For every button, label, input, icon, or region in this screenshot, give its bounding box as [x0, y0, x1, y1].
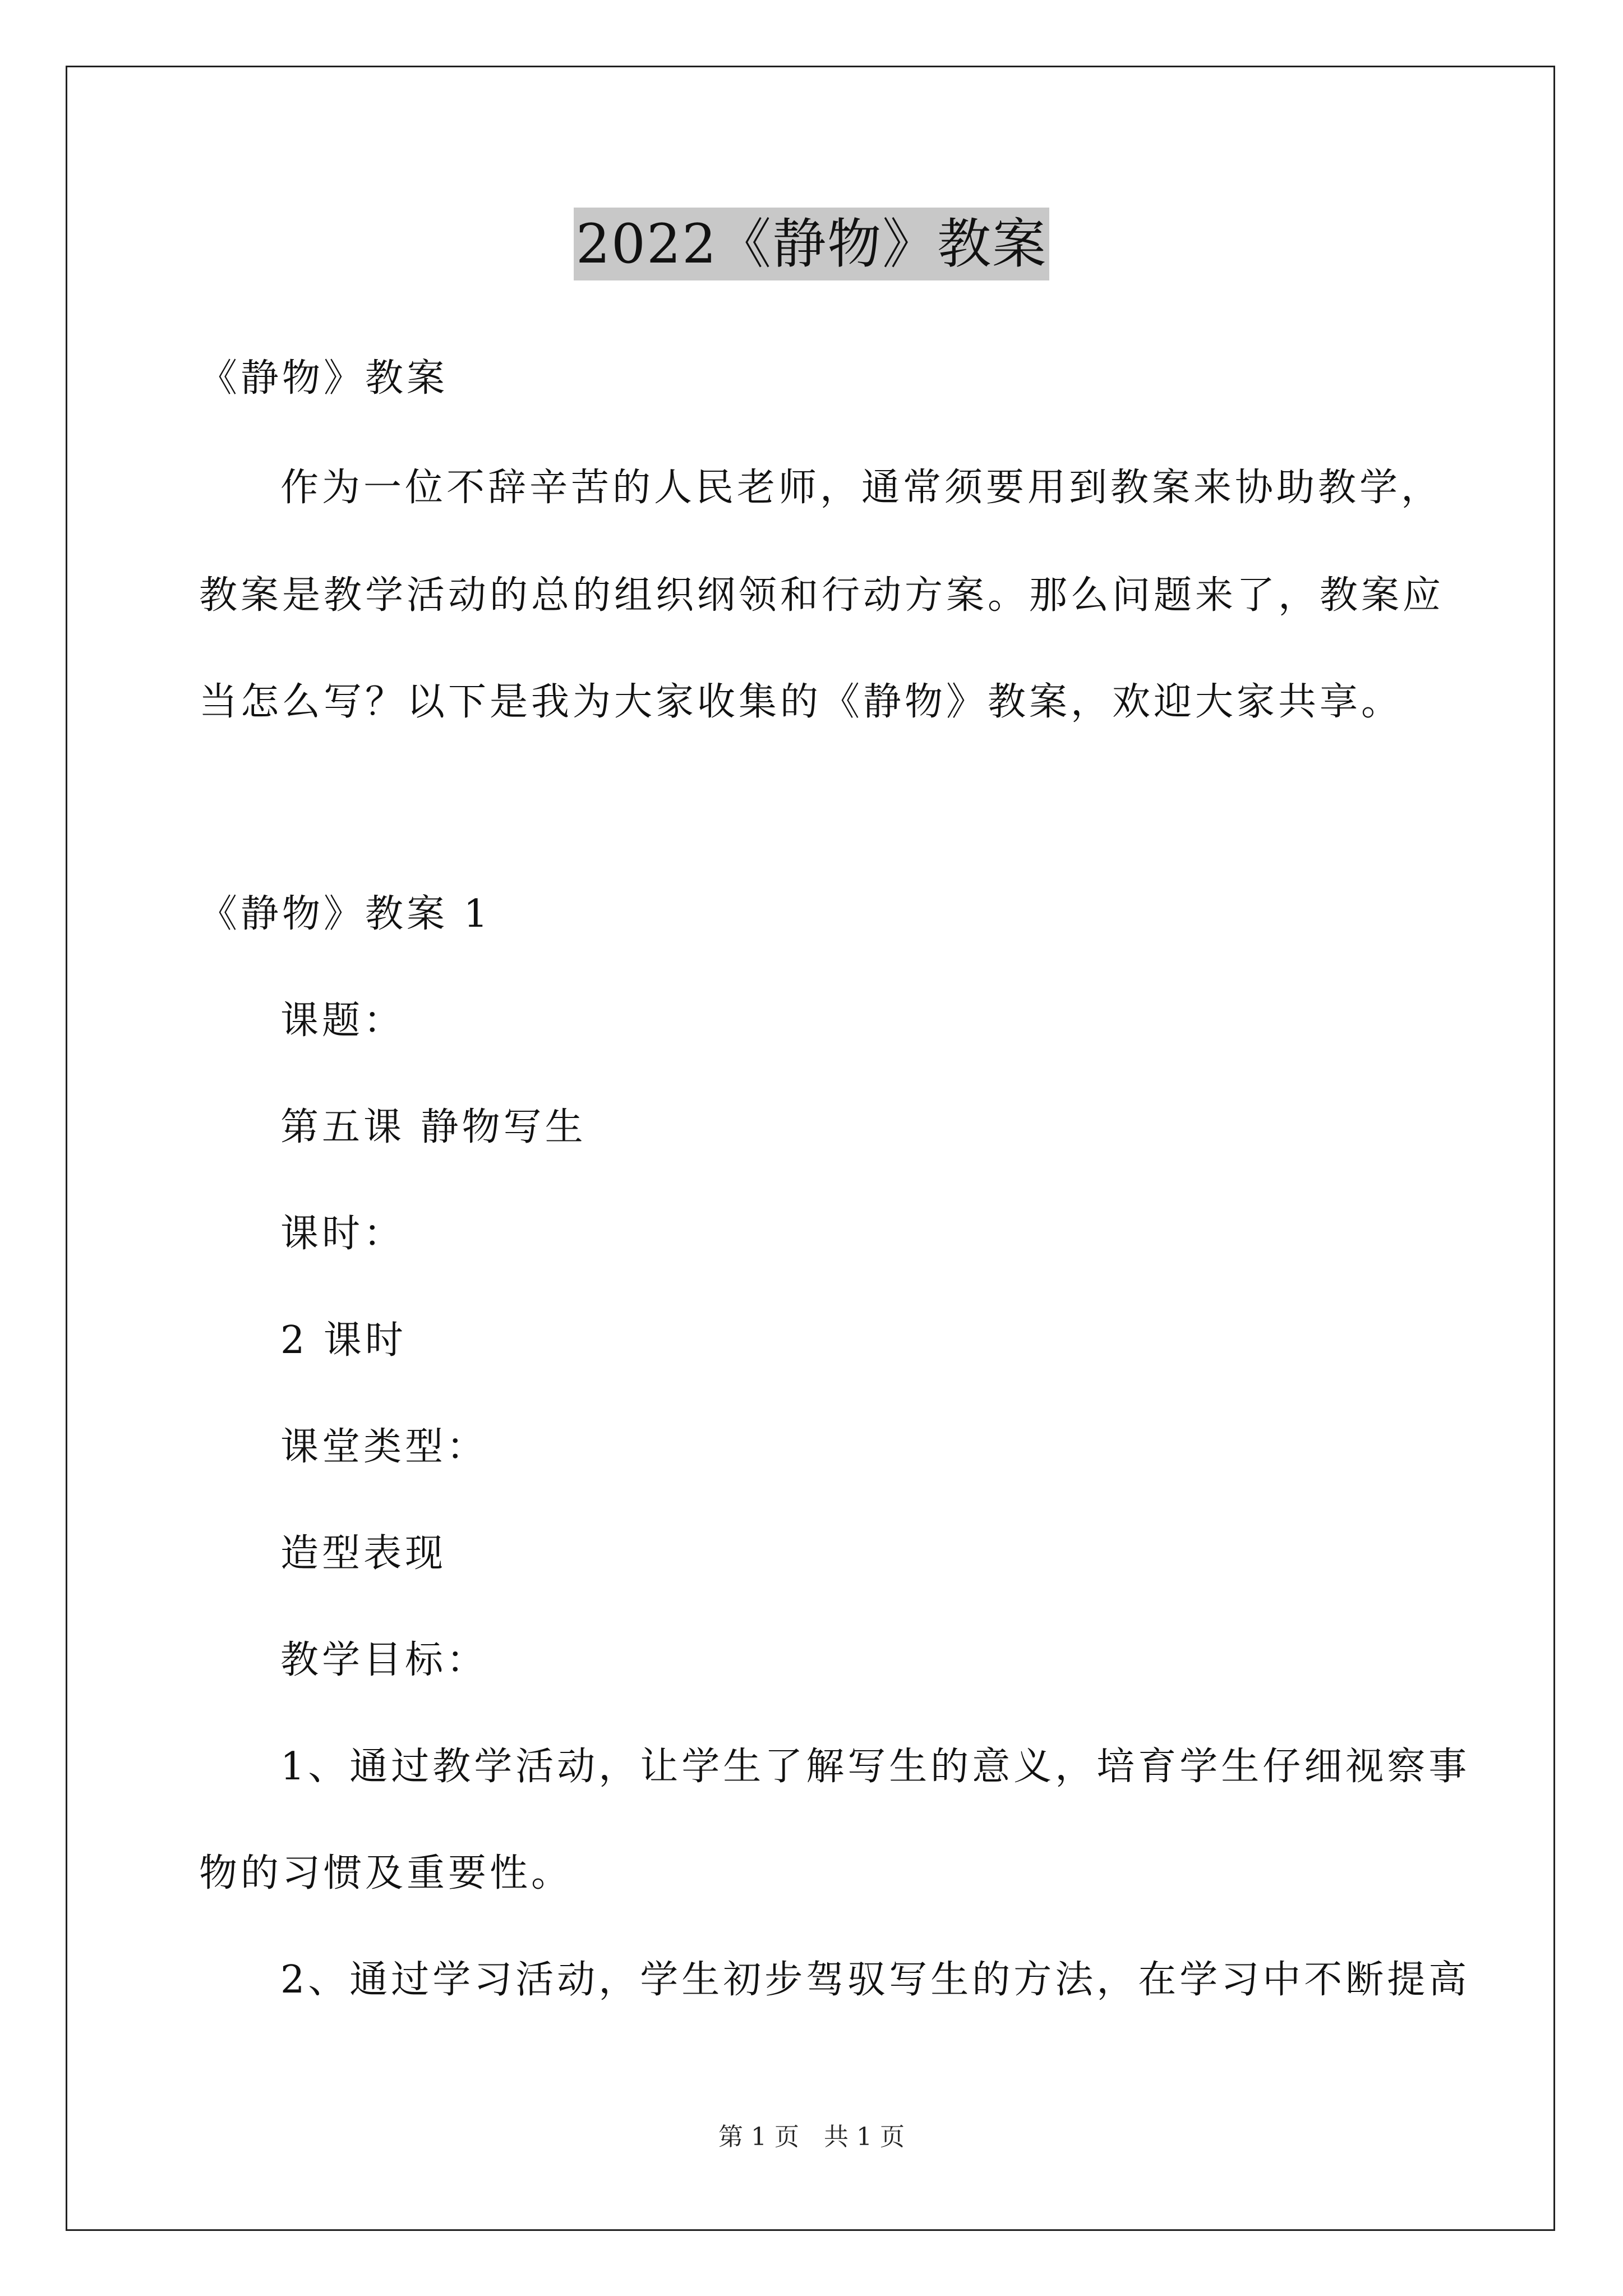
intro-line-1: 作为一位不辞辛苦的人民老师，通常须要用到教案来协助教学，	[280, 466, 1443, 510]
document-title: 2022《静物》教案	[574, 208, 1049, 280]
goal-1-line-2: 物的习惯及重要性。	[199, 1851, 573, 1895]
intro-line-2: 教案是教学活动的总的组织纲领和行动方案。那么问题来了，教案应	[199, 573, 1445, 618]
item-hours-label: 课时：	[280, 1212, 405, 1256]
item-topic-label: 课题：	[280, 999, 405, 1043]
item-type-label: 课堂类型：	[280, 1425, 488, 1469]
item-type-value: 造型表现	[280, 1531, 447, 1576]
goal-2-line-1: 2、通过学习活动，学生初步驾驭写生的方法，在学习中不断提高	[280, 1958, 1470, 2002]
title-container	[0, 208, 1623, 280]
item-goals-label: 教学目标：	[280, 1638, 488, 1682]
intro-line-3: 当怎么写？以下是我为大家收集的《静物》教案，欢迎大家共享。	[199, 680, 1403, 724]
goal-1-line-1: 1、通过教学活动，让学生了解写生的意义，培育学生仔细视察事	[280, 1745, 1470, 1789]
section-heading: 《静物》教案 1	[199, 892, 491, 936]
item-topic-value: 第五课 静物写生	[280, 1105, 587, 1149]
item-hours-value: 2 课时	[280, 1318, 407, 1363]
document-heading: 《静物》教案	[199, 356, 449, 401]
page-footer: 第 1 页 共 1 页	[718, 2123, 905, 2151]
